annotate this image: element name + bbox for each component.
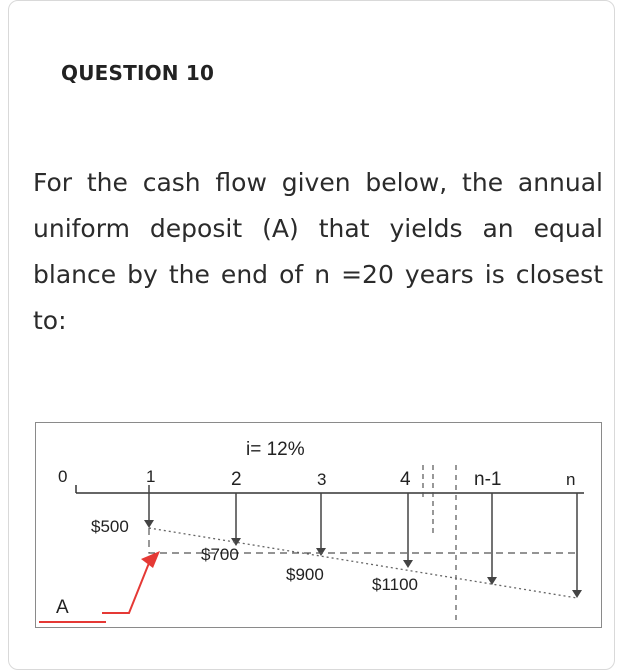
period-label-0: 0 — [58, 467, 68, 486]
period-label-n: n — [566, 470, 576, 489]
amount-900: $900 — [286, 565, 324, 584]
period-label-1: 1 — [146, 467, 156, 486]
amount-700: $700 — [201, 545, 239, 564]
question-title: QUESTION 10 — [61, 61, 215, 85]
period-label-2: 2 — [231, 469, 242, 490]
period-label-4: 4 — [400, 469, 411, 490]
period-label-3: 3 — [317, 470, 327, 489]
annuity-arrow-line — [102, 563, 149, 613]
interest-rate-label: i= 12% — [246, 439, 305, 460]
amount-1100: $1100 — [372, 575, 419, 594]
amount-500: $500 — [91, 517, 129, 536]
cash-flow-svg — [36, 423, 603, 629]
annuity-label: A — [56, 597, 69, 618]
cash-flow-diagram — [35, 422, 602, 628]
period-label-n-1: n-1 — [474, 469, 502, 490]
question-text: For the cash flow given below, the annual uniform deposit (A) that yields an equal blance by the end of n =20 years is closest to: — [33, 168, 603, 335]
